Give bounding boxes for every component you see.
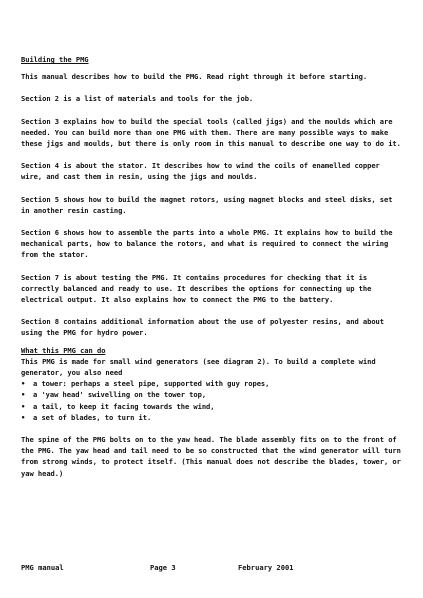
list-item-text: a set of blades, to turn it. xyxy=(33,412,152,422)
requirements-list xyxy=(21,378,405,423)
closing-paragraph: The spine of the PMG bolts on to the yaw head. The blade assembly fits on to the front of the PMG. The yaw head and tail need to be so constructed that the wind generator will turn from strong winds, to protect itself. (This manual does not describe the blades, tower, or yaw head.) xyxy=(21,435,401,478)
bullet-icon: • xyxy=(21,401,26,411)
paragraph-section-6: Section 6 shows how to assemble the parts into a whole PMG. It explains how to build the mechanical parts, how to balance the rotors, and what is required to connect the wiring from the stator. xyxy=(21,228,393,260)
footer-title: PMG manual xyxy=(21,563,64,572)
list-item-text: a tower: perhaps a steel pipe, supported with guy ropes, xyxy=(33,379,270,389)
list-item-text: a 'yaw head' swivelling on the tower top, xyxy=(33,390,207,400)
heading-building-the-pmg: Building the PMG xyxy=(21,55,89,64)
paragraph-section-5: Section 5 shows how to build the magnet rotors, using magnet blocks and steel disks, set in another resin casting. xyxy=(21,194,393,215)
bullet-icon: • xyxy=(21,412,26,422)
paragraph-section-7: Section 7 is about testing the PMG. It contains procedures for checking that it is correctly balanced and ready to use. It describes the options for connecting up the electrical output. It also explains how to connect the PMG to the battery. xyxy=(21,272,372,305)
paragraph-section-3: Section 3 explains how to build the special tools (called jigs) and the moulds which are needed. You can build more than one PMG with them. There are many possible ways to make these jigs and moulds, but there is only room in this manual to describe one way to do it. xyxy=(21,116,401,149)
what-intro-paragraph: This PMG is made for small wind generators (see diagram 2). To build a complete wind generator, you also need xyxy=(21,356,376,378)
footer-page-number: Page 3 xyxy=(150,563,176,572)
bullet-icon: • xyxy=(21,379,26,389)
list-item xyxy=(21,378,405,389)
bullet-icon: • xyxy=(21,390,26,400)
list-item xyxy=(21,389,405,400)
intro-paragraph: This manual describes how to build the PMG. Read right through it before starting. xyxy=(21,72,368,82)
footer-date: February 2001 xyxy=(238,563,294,572)
paragraph-section-8: Section 8 contains additional information about the use of polyester resins, and about using the PMG for hydro power. xyxy=(21,317,384,338)
list-item-text: a tail, to keep it facing towards the wind, xyxy=(33,401,215,411)
list-item xyxy=(21,412,405,423)
page-content xyxy=(21,54,405,490)
paragraph-section-2: Section 2 is a list of materials and tools for the job. xyxy=(21,94,254,104)
list-item xyxy=(21,401,405,412)
paragraph-section-4: Section 4 is about the stator. It describes how to wind the coils of enamelled copper wire, and cast them in resin, using the jigs and moulds. xyxy=(21,161,380,182)
heading-what-this-pmg-can-do: What this PMG can do xyxy=(21,345,106,355)
